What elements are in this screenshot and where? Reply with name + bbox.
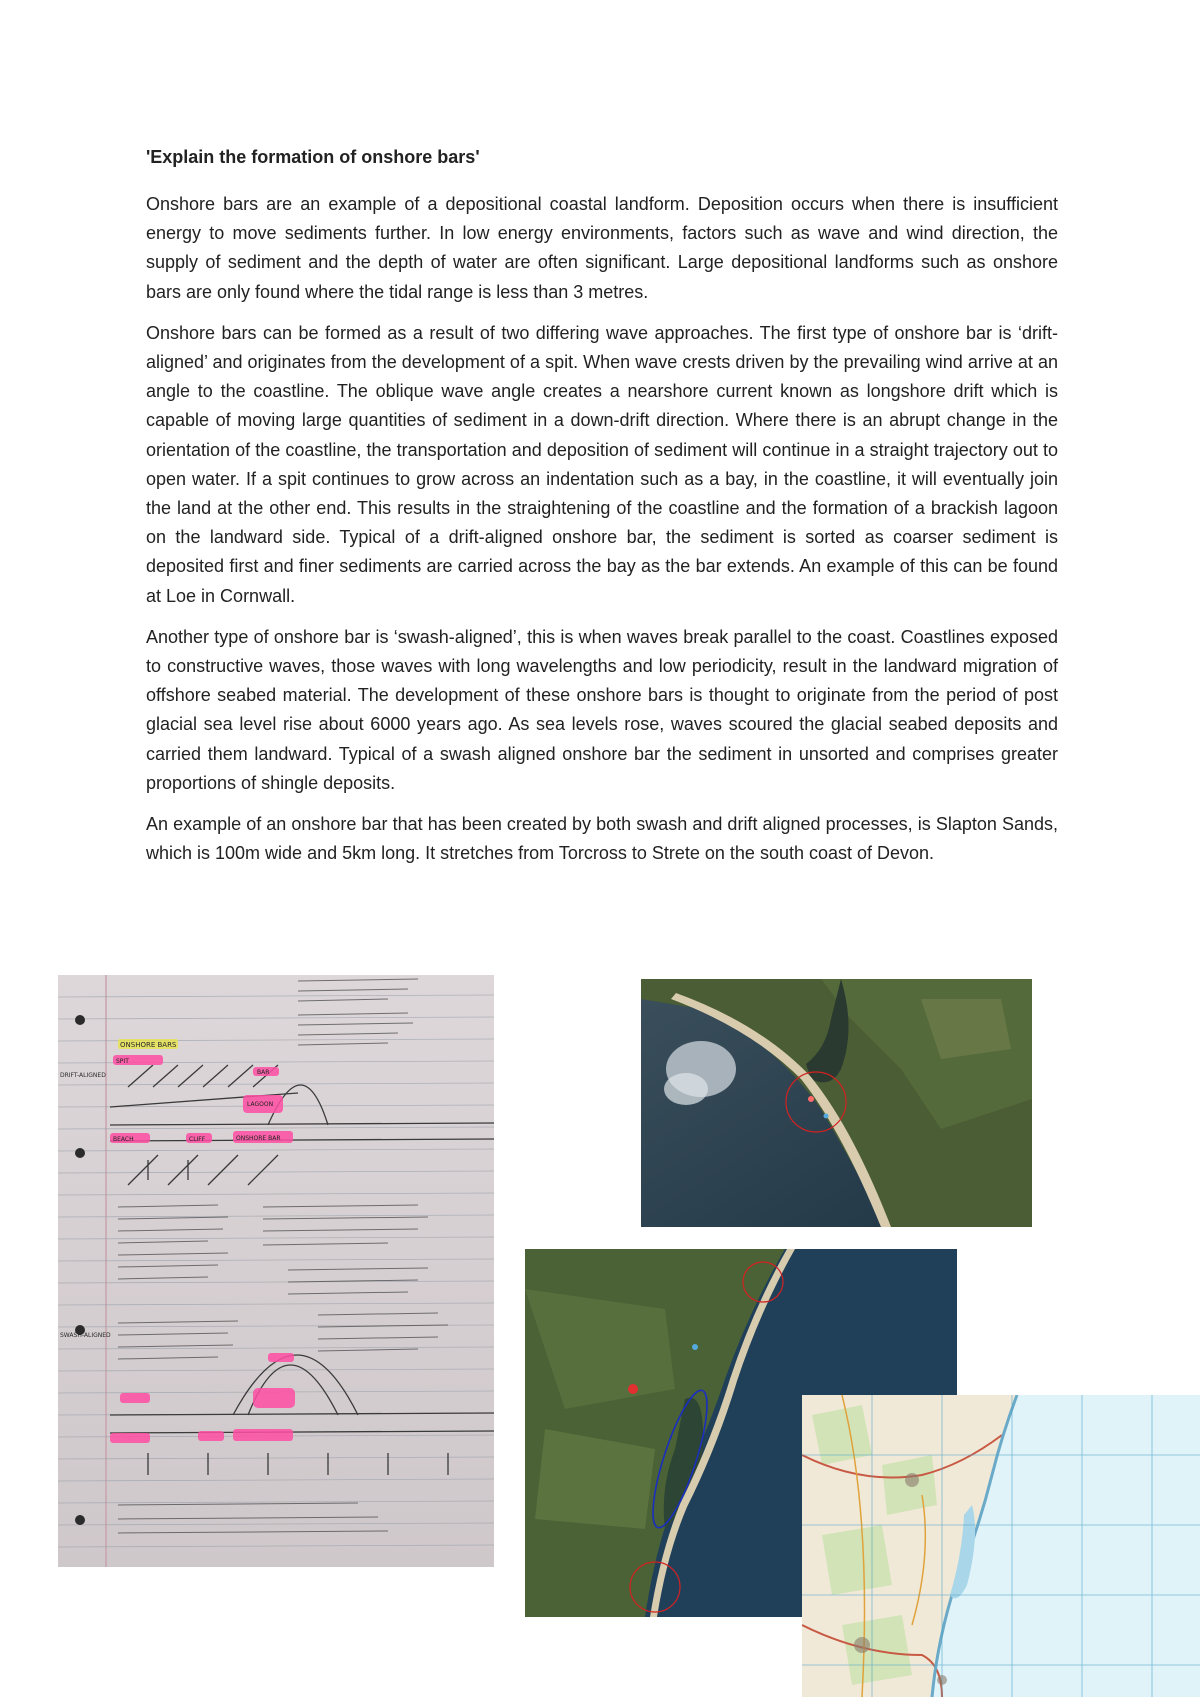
notes-heading: ONSHORE BARS — [120, 1041, 177, 1049]
notes-drift-label: DRIFT-ALIGNED — [60, 1072, 106, 1079]
ordnance-survey-map — [802, 1395, 1200, 1697]
notes-tag-spit: SPIT — [116, 1058, 129, 1065]
paragraph-2: Onshore bars can be formed as a result of two differing wave approaches. The first type of onshore bar is ‘drift-aligned’ and originates from the development of a spit. When wave crests driven by the prevailing wind arrive at an angle to the coastline. The oblique wave angle creates a nearshore current known as longshore drift which is capable of moving large quantities of sediment in a down-drift direction. Where there is an abrupt change in the orientation of the coastline, the transportation and deposition of sediment will continue in a straight trajectory out to open water. If a spit continues to grow across an indentation such as a bay, in the coastline, it will eventually join the land at the other end. This results in the straightening of the coastline and the formation of a brackish lagoon on the landward side. Typical of a drift-aligned onshore bar, the sediment is sorted as coarser sediment is deposited first and finer sediments are carried across the bay as the bar extends. An example of this can be found at Loe in Cornwall. — [146, 322, 1058, 606]
satellite-image-top — [641, 979, 1032, 1227]
notes-tag-cliff: CLIFF — [189, 1136, 206, 1143]
handwritten-notes-photo — [58, 975, 494, 1567]
notes-tag-lagoon: LAGOON — [247, 1101, 274, 1108]
notes-tag-onshore-bar: ONSHORE BAR — [236, 1135, 281, 1142]
notes-swash-label: SWASH-ALIGNED — [60, 1332, 111, 1339]
notes-tag-bar: BAR — [257, 1069, 270, 1076]
paragraph-1: Onshore bars are an example of a depositional coastal landform. Deposition occurs when there is insufficient energy to move sediments further. In low energy environments, factors such as wave and wind direction, the supply of sediment and the depth of water are often significant. Large depositional landforms such as onshore bars are only found where the tidal range is less than 3 metres. — [146, 194, 1058, 302]
notes-drawing — [58, 975, 494, 1567]
paragraph-4: An example of an onshore bar that has been created by both swash and drift aligned processes, is Slapton Sands, which is 100m wide and 5km long. It stretches from Torcross to Strete on the south coast of Devon. — [146, 814, 1058, 864]
document-body — [146, 190, 1058, 880]
paragraph-3: Another type of onshore bar is ‘swash-aligned’, this is when waves break parallel to the coast. Coastlines exposed to constructive waves, those waves with long wavelengths and low periodicity, result in the landward migration of offshore seabed material. The development of these onshore bars is thought to originate from the period of post glacial sea level rise about 6000 years ago. As sea levels rose, waves scoured the glacial seabed deposits and carried them landward. Typical of a swash aligned onshore bar the sediment in unsorted and comprises greater proportions of shingle deposits. — [146, 626, 1058, 793]
notes-tag-beach: BEACH — [113, 1136, 134, 1143]
document-title: 'Explain the formation of onshore bars' — [146, 147, 480, 167]
